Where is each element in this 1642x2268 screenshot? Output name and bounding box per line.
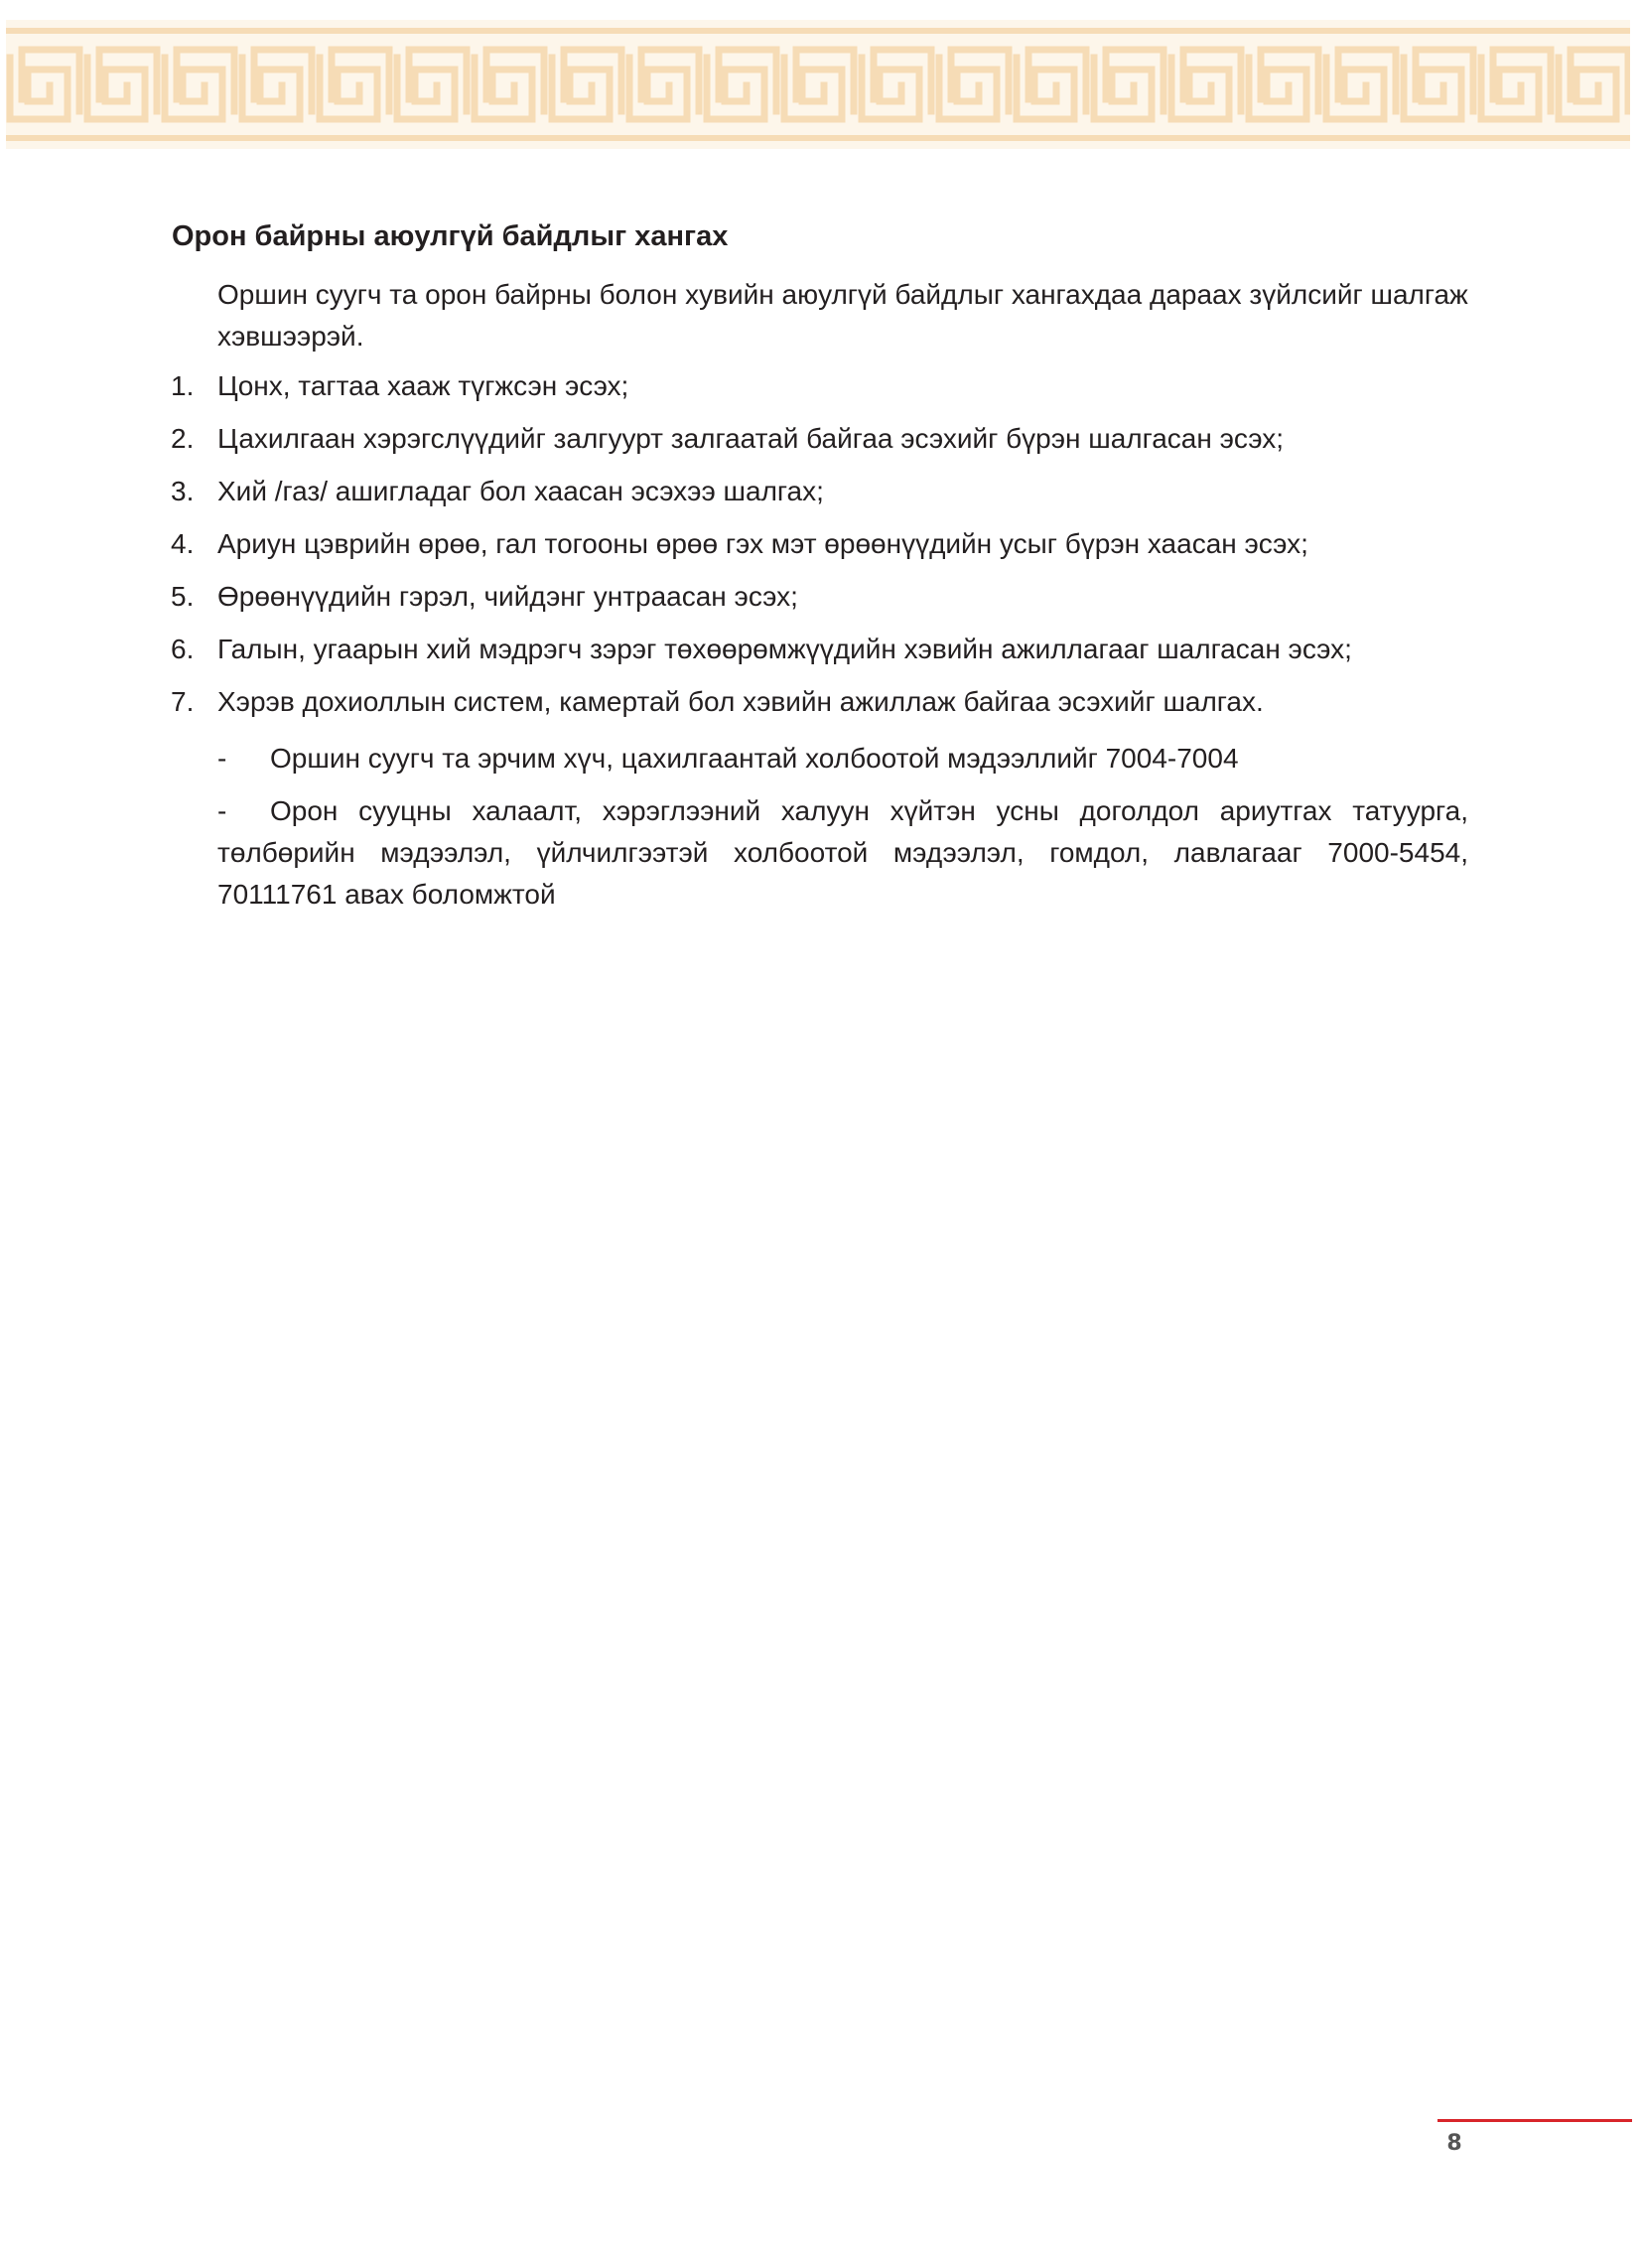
page-number: 8 bbox=[1446, 2131, 1462, 2156]
list-item-number: 3. bbox=[171, 476, 195, 506]
list-item bbox=[0, 681, 1642, 734]
checklist bbox=[0, 365, 1642, 734]
list-item bbox=[0, 576, 1642, 629]
list-item bbox=[0, 365, 1642, 418]
header-ornament bbox=[6, 20, 1630, 149]
list-item-text: Хий /газ/ ашигладаг бол хаасан эсэхээ шалгах; bbox=[217, 476, 824, 506]
list-item-number: 4. bbox=[171, 528, 195, 559]
section-intro: Оршин суугч та орон байрны болон хувийн аюулгүй байдлыг хангахдаа дараах зүйлсийг шалгаж хэвшээрэй. bbox=[217, 279, 1468, 352]
list-item bbox=[0, 471, 1642, 523]
note-dash: - bbox=[217, 795, 227, 826]
section-title: Орон байрны аюулгүй байдлыг хангах bbox=[172, 220, 729, 252]
list-item-number: 7. bbox=[171, 686, 195, 717]
list-item-text: Ариун цэврийн өрөө, гал тогооны өрөө гэх мэт өрөөнүүдийн усыг бүрэн хаасан эсэх; bbox=[217, 528, 1308, 559]
list-item-text: Галын, угаарын хий мэдрэгч зэрэг төхөөрөмжүүдийн хэвийн ажиллагааг шалгасан эсэх; bbox=[217, 634, 1352, 664]
list-item-text: Цахилгаан хэрэгслүүдийг залгуурт залгаатай байгаа эсэхийг бүрэн шалгасан эсэх; bbox=[217, 423, 1284, 454]
list-item-number: 2. bbox=[171, 423, 195, 454]
list-item bbox=[0, 418, 1642, 471]
note-heating-water bbox=[217, 790, 1468, 916]
footer-rule bbox=[1437, 2119, 1632, 2122]
list-item bbox=[0, 629, 1642, 681]
note-dash: - bbox=[217, 743, 227, 774]
list-item-text: Хэрэв дохиоллын систем, камертай бол хэвийн ажиллаж байгаа эсэхийг шалгах. bbox=[217, 686, 1264, 717]
list-item-number: 5. bbox=[171, 581, 195, 612]
list-item-text: Өрөөнүүдийн гэрэл, чийдэнг унтраасан эсэх; bbox=[217, 581, 798, 612]
note-electricity bbox=[217, 738, 1468, 780]
list-item bbox=[0, 523, 1642, 576]
note-text: Оршин суугч та эрчим хүч, цахилгаантай холбоотой мэдээллийг 7004-7004 bbox=[270, 743, 1239, 774]
list-item-number: 6. bbox=[171, 634, 195, 664]
list-item-number: 1. bbox=[171, 370, 195, 401]
greek-key-pattern-icon bbox=[6, 20, 1630, 149]
note-text: Орон сууцны халаалт, хэрэглээний халуун хүйтэн усны доголдол ариутгах татуурга, төлбөрийн мэдээлэл, үйлчилгээтэй холбоотой мэдээлэл, гомдол, лавлагааг 7000-5454, 70111761 авах боломжтой bbox=[217, 795, 1468, 910]
list-item-text: Цонх, тагтаа хааж түгжсэн эсэх; bbox=[217, 370, 629, 401]
